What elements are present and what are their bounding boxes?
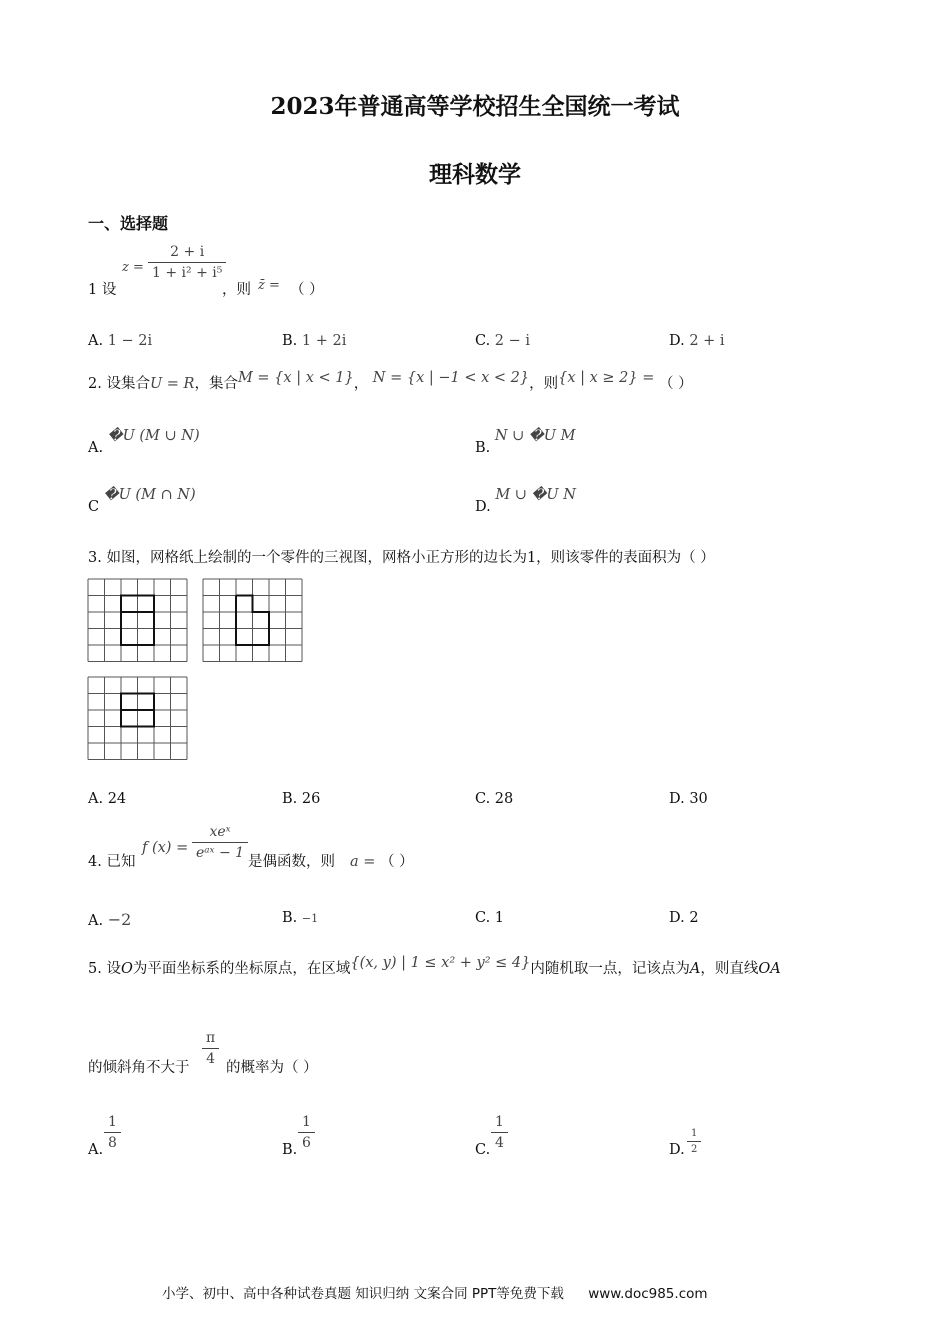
grid-lines bbox=[88, 579, 187, 662]
q2-option-a: A. �U (M ∪ N) bbox=[88, 428, 200, 456]
q5-pi-fraction: $\frac{\pi}{4}$ bbox=[202, 1030, 219, 1067]
q3-option-b: B. 26 bbox=[282, 791, 321, 807]
q1-option-a: A. 1 − 2i bbox=[88, 333, 153, 349]
q2-option-c: C �U (M ∩ N) bbox=[88, 487, 196, 515]
q1-fraction bbox=[148, 244, 226, 281]
q1-option-b: B. 1 + 2i bbox=[282, 333, 347, 349]
q1-numerator: 2 + i bbox=[148, 244, 226, 263]
section-heading: 一、选择题 bbox=[88, 214, 169, 233]
q4-option-b: B. −1 bbox=[282, 910, 319, 926]
footer-url[interactable]: www.doc985.com bbox=[588, 1286, 708, 1302]
front-view-diagram bbox=[87, 578, 189, 664]
q1-denominator: 1 + i² + i⁵ bbox=[152, 265, 223, 281]
question-3: 3. 如图，网格纸上绘制的一个零件的三视图，网格小正方形的边长为1，则该零件的表面积为（ ） bbox=[88, 550, 715, 566]
q4-option-a: A. −2 bbox=[88, 910, 132, 929]
q2-option-b: B. N ∪ �U M bbox=[475, 428, 576, 456]
q1-zbar: z̄ = bbox=[258, 278, 280, 293]
page-title: 2023年普通高等学校招生全国统一考试 bbox=[270, 93, 680, 120]
question-2: 2. 设集合U = R，集合M = {x | x < 1}， N = {x | −1 < x < 2}，则{x | x ≥ 2} = （ ） bbox=[88, 370, 693, 392]
q1-option-d: D. 2 + i bbox=[669, 333, 725, 349]
q1-z-eq: z = bbox=[122, 260, 144, 275]
grid-lines bbox=[88, 677, 187, 760]
q4-option-c: C. 1 bbox=[475, 910, 505, 926]
q3-option-a: A. 24 bbox=[88, 791, 127, 807]
q3-option-d: D. 30 bbox=[669, 791, 708, 807]
q2-option-d: D. M ∪ �U N bbox=[475, 487, 576, 515]
grid-lines bbox=[203, 579, 302, 662]
top-view-diagram bbox=[87, 676, 189, 762]
q1-then: ，则 bbox=[222, 282, 251, 298]
footer bbox=[162, 1282, 708, 1302]
q4-fraction: xeˣ eᵃˣ − 1 bbox=[192, 824, 248, 861]
q3-option-c: C. 28 bbox=[475, 791, 514, 807]
side-view-diagram bbox=[202, 578, 304, 664]
q1-paren: （ ） bbox=[290, 282, 324, 298]
page-subtitle: 理科数学 bbox=[429, 161, 521, 188]
footer-text: 小学、初中、高中各种试卷真题 知识归纳 文案合同 PPT等免费下载 bbox=[162, 1286, 564, 1302]
q4-option-d: D. 2 bbox=[669, 910, 699, 926]
q1-option-c: C. 2 − i bbox=[475, 333, 531, 349]
q1-prefix: 1 设 bbox=[88, 282, 117, 298]
question-5-line1: 5. 设O为平面坐标系的坐标原点，在区域{(x, y) | 1 ≤ x² + y² ≤ 4}内随机取一点，记该点为A，则直线OA bbox=[88, 955, 781, 977]
